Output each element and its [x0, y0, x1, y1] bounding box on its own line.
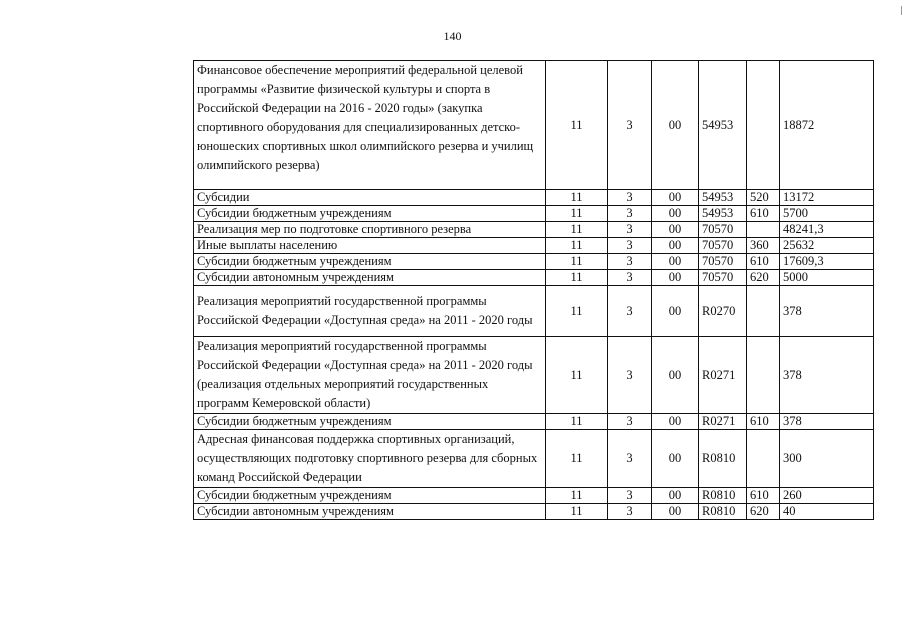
budget-table	[193, 60, 874, 520]
amount-cell: 378	[780, 337, 874, 414]
expense-type-cell: 620	[747, 270, 780, 286]
row-name: Реализация мер по подготовке спортивного резерва	[194, 222, 546, 238]
row-name: Реализация мероприятий государственной программы Российской Федерации «Доступная среда» на 2011 - 2020 годы (реализация отдельных мероприятий государственных программ Кемеровской области)	[194, 337, 546, 414]
row-name: Адресная финансовая поддержка спортивных организаций, осуществляющих подготовку спортивного резерва для сборных команд Российской Федерации	[194, 430, 546, 488]
section-cell: 11	[546, 337, 608, 414]
subsection-cell: 3	[608, 286, 652, 337]
table-row	[194, 238, 874, 254]
program-cell: 00	[652, 206, 699, 222]
section-cell: 11	[546, 414, 608, 430]
section-cell: 11	[546, 504, 608, 520]
subsection-cell: 3	[608, 488, 652, 504]
program-cell: 00	[652, 270, 699, 286]
target-code-cell: 70570	[699, 254, 747, 270]
table-row	[194, 61, 874, 190]
target-code-cell: 70570	[699, 238, 747, 254]
expense-type-cell	[747, 222, 780, 238]
target-code-cell: R0810	[699, 488, 747, 504]
target-code-cell: 70570	[699, 270, 747, 286]
target-code-cell: R0271	[699, 337, 747, 414]
subsection-cell: 3	[608, 337, 652, 414]
section-cell: 11	[546, 254, 608, 270]
program-cell: 00	[652, 504, 699, 520]
expense-type-cell: 360	[747, 238, 780, 254]
amount-cell: 25632	[780, 238, 874, 254]
section-cell: 11	[546, 286, 608, 337]
subsection-cell: 3	[608, 414, 652, 430]
table-row	[194, 222, 874, 238]
scan-edge-mark	[901, 6, 902, 15]
section-cell: 11	[546, 238, 608, 254]
program-cell: 00	[652, 254, 699, 270]
row-name: Реализация мероприятий государственной программы Российской Федерации «Доступная среда» на 2011 - 2020 годы	[194, 286, 546, 337]
amount-cell: 13172	[780, 190, 874, 206]
table-row	[194, 286, 874, 337]
expense-type-cell	[747, 430, 780, 488]
row-name: Финансовое обеспечение мероприятий федеральной целевой программы «Развитие физической культуры и спорта в Российской Федерации на 2016 - 2020 годы» (закупка спортивного оборудования для специализированных детско-юношеских спортивных школ олимпийского резерва и училищ олимпийского резерва)	[194, 61, 546, 190]
amount-cell: 378	[780, 286, 874, 337]
page-number: 140	[443, 29, 462, 43]
amount-cell: 40	[780, 504, 874, 520]
row-name: Субсидии автономным учреждениям	[194, 270, 546, 286]
expense-type-cell: 610	[747, 254, 780, 270]
amount-cell: 300	[780, 430, 874, 488]
subsection-cell: 3	[608, 61, 652, 190]
table-row	[194, 337, 874, 414]
section-cell: 11	[546, 488, 608, 504]
section-cell: 11	[546, 206, 608, 222]
amount-cell: 18872	[780, 61, 874, 190]
program-cell: 00	[652, 337, 699, 414]
row-name: Иные выплаты населению	[194, 238, 546, 254]
table-row	[194, 430, 874, 488]
target-code-cell: 70570	[699, 222, 747, 238]
table-row	[194, 254, 874, 270]
section-cell: 11	[546, 61, 608, 190]
row-name: Субсидии бюджетным учреждениям	[194, 206, 546, 222]
target-code-cell: R0270	[699, 286, 747, 337]
row-name: Субсидии бюджетным учреждениям	[194, 414, 546, 430]
program-cell: 00	[652, 414, 699, 430]
expense-type-cell: 520	[747, 190, 780, 206]
row-name: Субсидии бюджетным учреждениям	[194, 254, 546, 270]
target-code-cell: 54953	[699, 206, 747, 222]
row-name: Субсидии автономным учреждениям	[194, 504, 546, 520]
target-code-cell: 54953	[699, 61, 747, 190]
subsection-cell: 3	[608, 206, 652, 222]
expense-type-cell: 620	[747, 504, 780, 520]
section-cell: 11	[546, 190, 608, 206]
expense-type-cell: 610	[747, 206, 780, 222]
section-cell: 11	[546, 270, 608, 286]
section-cell: 11	[546, 222, 608, 238]
subsection-cell: 3	[608, 190, 652, 206]
target-code-cell: R0810	[699, 504, 747, 520]
subsection-cell: 3	[608, 504, 652, 520]
program-cell: 00	[652, 190, 699, 206]
subsection-cell: 3	[608, 430, 652, 488]
target-code-cell: 54953	[699, 190, 747, 206]
subsection-cell: 3	[608, 238, 652, 254]
program-cell: 00	[652, 488, 699, 504]
table-row	[194, 206, 874, 222]
table-row	[194, 190, 874, 206]
table-row	[194, 488, 874, 504]
expense-type-cell	[747, 286, 780, 337]
amount-cell: 17609,3	[780, 254, 874, 270]
amount-cell: 5000	[780, 270, 874, 286]
program-cell: 00	[652, 430, 699, 488]
amount-cell: 260	[780, 488, 874, 504]
row-name: Субсидии	[194, 190, 546, 206]
subsection-cell: 3	[608, 270, 652, 286]
expense-type-cell	[747, 337, 780, 414]
expense-type-cell	[747, 61, 780, 190]
table-row	[194, 504, 874, 520]
subsection-cell: 3	[608, 222, 652, 238]
table-row	[194, 414, 874, 430]
program-cell: 00	[652, 238, 699, 254]
amount-cell: 5700	[780, 206, 874, 222]
amount-cell: 48241,3	[780, 222, 874, 238]
row-name: Субсидии бюджетным учреждениям	[194, 488, 546, 504]
expense-type-cell: 610	[747, 488, 780, 504]
expense-type-cell: 610	[747, 414, 780, 430]
subsection-cell: 3	[608, 254, 652, 270]
program-cell: 00	[652, 222, 699, 238]
target-code-cell: R0810	[699, 430, 747, 488]
section-cell: 11	[546, 430, 608, 488]
amount-cell: 378	[780, 414, 874, 430]
table-row	[194, 270, 874, 286]
program-cell: 00	[652, 61, 699, 190]
program-cell: 00	[652, 286, 699, 337]
target-code-cell: R0271	[699, 414, 747, 430]
